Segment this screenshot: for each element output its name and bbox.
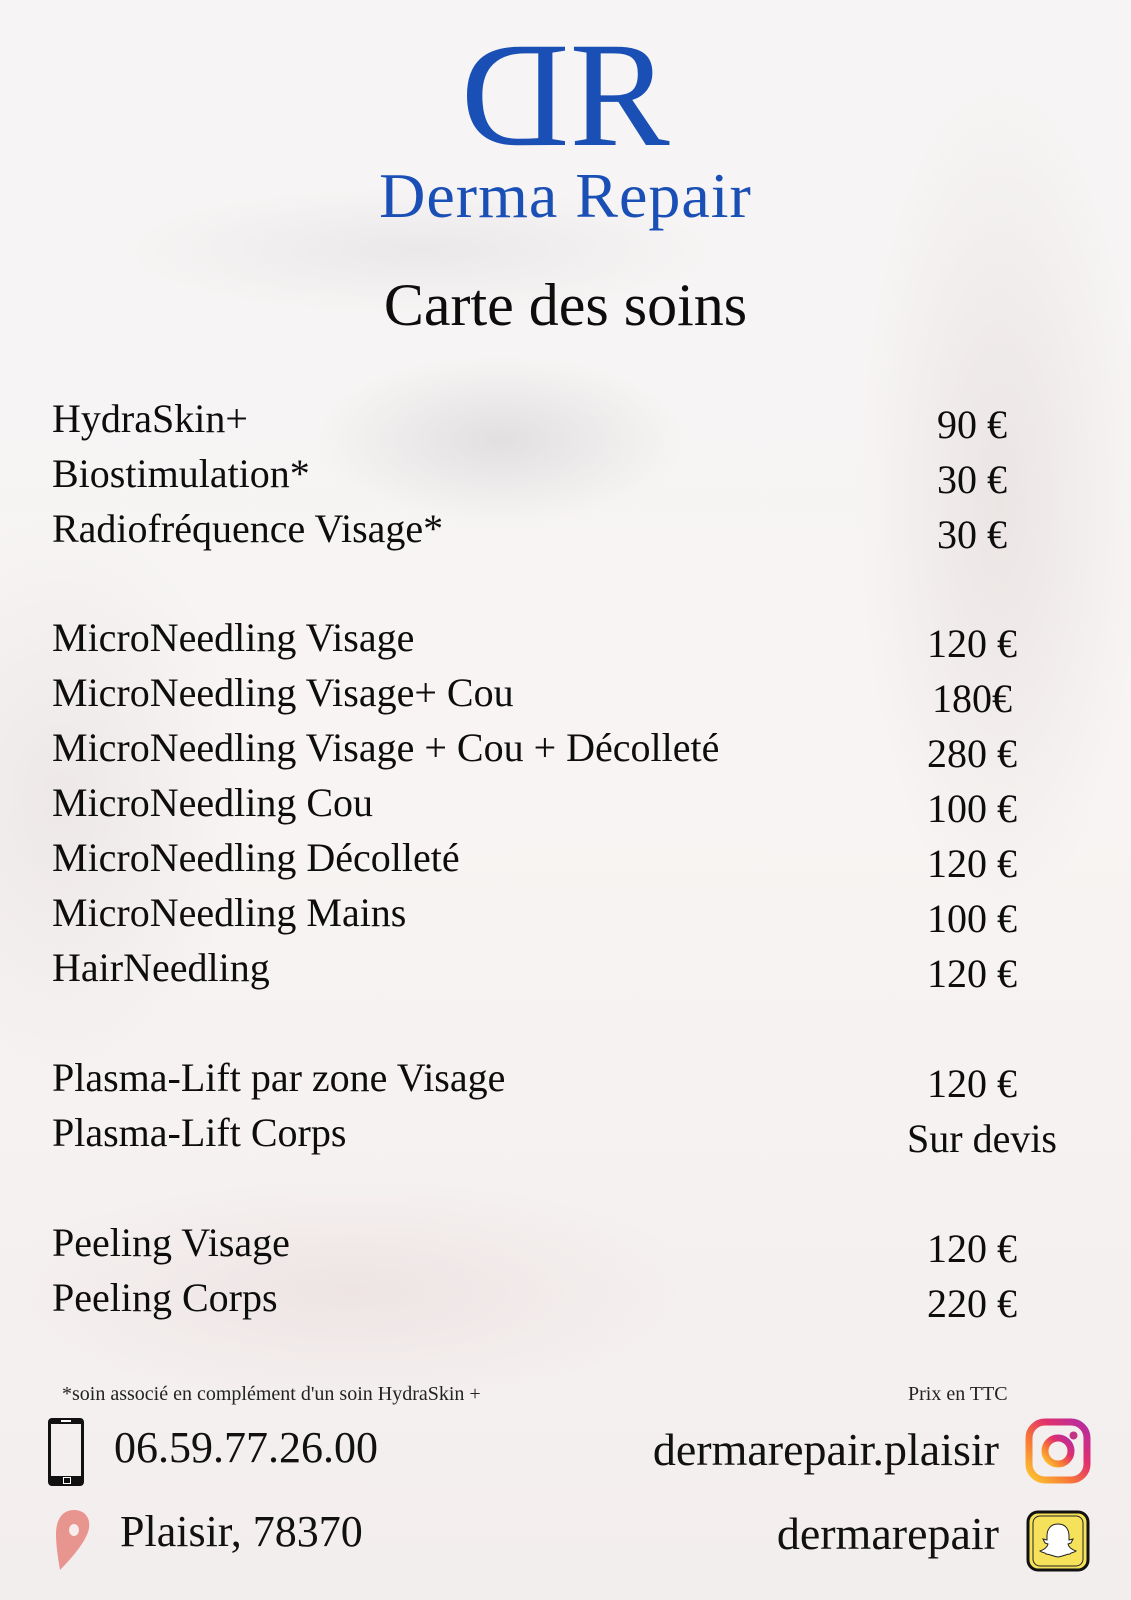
price-row xyxy=(52,394,1062,447)
instagram-icon[interactable] xyxy=(1025,1418,1091,1484)
treatment-name: MicroNeedling Décolleté xyxy=(52,835,460,880)
instagram-handle[interactable]: dermarepair.plaisir xyxy=(652,1424,999,1475)
treatment-name: MicroNeedling Cou xyxy=(52,780,374,825)
logo-letter-r: R xyxy=(569,12,652,178)
treatment-name: Radiofréquence Visage* xyxy=(52,506,444,551)
price-row xyxy=(52,833,1062,886)
treatment-name: Biostimulation* xyxy=(52,451,310,496)
treatment-price: 120 € xyxy=(927,841,1017,886)
price-row xyxy=(52,1108,1062,1161)
price-row xyxy=(52,778,1062,831)
treatment-price: 120 € xyxy=(927,621,1017,666)
footnote: *soin associé en complément d'un soin HydraSkin + xyxy=(62,1383,481,1405)
price-row xyxy=(52,943,1062,996)
price-row xyxy=(52,1053,1062,1106)
treatment-name: MicroNeedling Mains xyxy=(52,890,407,935)
treatment-price: 120 € xyxy=(927,1061,1017,1106)
treatment-name: Peeling Visage xyxy=(52,1220,290,1265)
snapchat-handle[interactable]: dermarepair xyxy=(776,1508,999,1559)
treatment-name: HairNeedling xyxy=(52,945,270,990)
price-row xyxy=(52,668,1062,721)
treatment-price: 30 € xyxy=(937,457,1007,502)
treatment-name: Plasma-Lift Corps xyxy=(52,1110,347,1155)
treatment-name: HydraSkin+ xyxy=(52,396,248,441)
price-row xyxy=(52,1273,1062,1326)
address: Plaisir, 78370 xyxy=(120,1507,363,1556)
page-title: Carte des soins xyxy=(383,272,748,338)
treatment-price: 220 € xyxy=(927,1281,1017,1326)
price-row xyxy=(52,504,1062,557)
treatment-name: MicroNeedling Visage + Cou + Décolleté xyxy=(52,725,720,770)
treatment-name: Peeling Corps xyxy=(52,1275,278,1320)
treatment-price: Sur devis xyxy=(907,1116,1057,1161)
brand-name: Derma Repair xyxy=(379,160,752,231)
logo-letter-d: D xyxy=(479,12,570,178)
price-row xyxy=(52,613,1062,666)
treatment-price: 30 € xyxy=(937,512,1007,557)
logo-monogram xyxy=(0,12,1131,178)
treatment-price: 100 € xyxy=(927,786,1017,831)
price-row xyxy=(52,449,1062,502)
treatment-name: Plasma-Lift par zone Visage xyxy=(52,1055,506,1100)
treatment-price: 120 € xyxy=(927,1226,1017,1271)
treatment-price: 180€ xyxy=(932,676,1012,721)
price-row xyxy=(52,723,1062,776)
price-row xyxy=(52,1218,1062,1271)
treatment-price: 120 € xyxy=(927,951,1017,996)
treatment-price: 90 € xyxy=(937,402,1007,447)
price-note: Prix en TTC xyxy=(908,1383,1008,1405)
snapchat-icon[interactable] xyxy=(1026,1510,1090,1572)
phone-number[interactable]: 06.59.77.26.00 xyxy=(114,1423,378,1472)
treatment-price: 100 € xyxy=(927,896,1017,941)
price-row xyxy=(52,888,1062,941)
map-pin-icon xyxy=(52,1508,92,1572)
treatment-price: 280 € xyxy=(927,731,1017,776)
phone-icon xyxy=(48,1418,84,1486)
treatment-name: MicroNeedling Visage+ Cou xyxy=(52,670,514,715)
treatment-name: MicroNeedling Visage xyxy=(52,615,415,660)
